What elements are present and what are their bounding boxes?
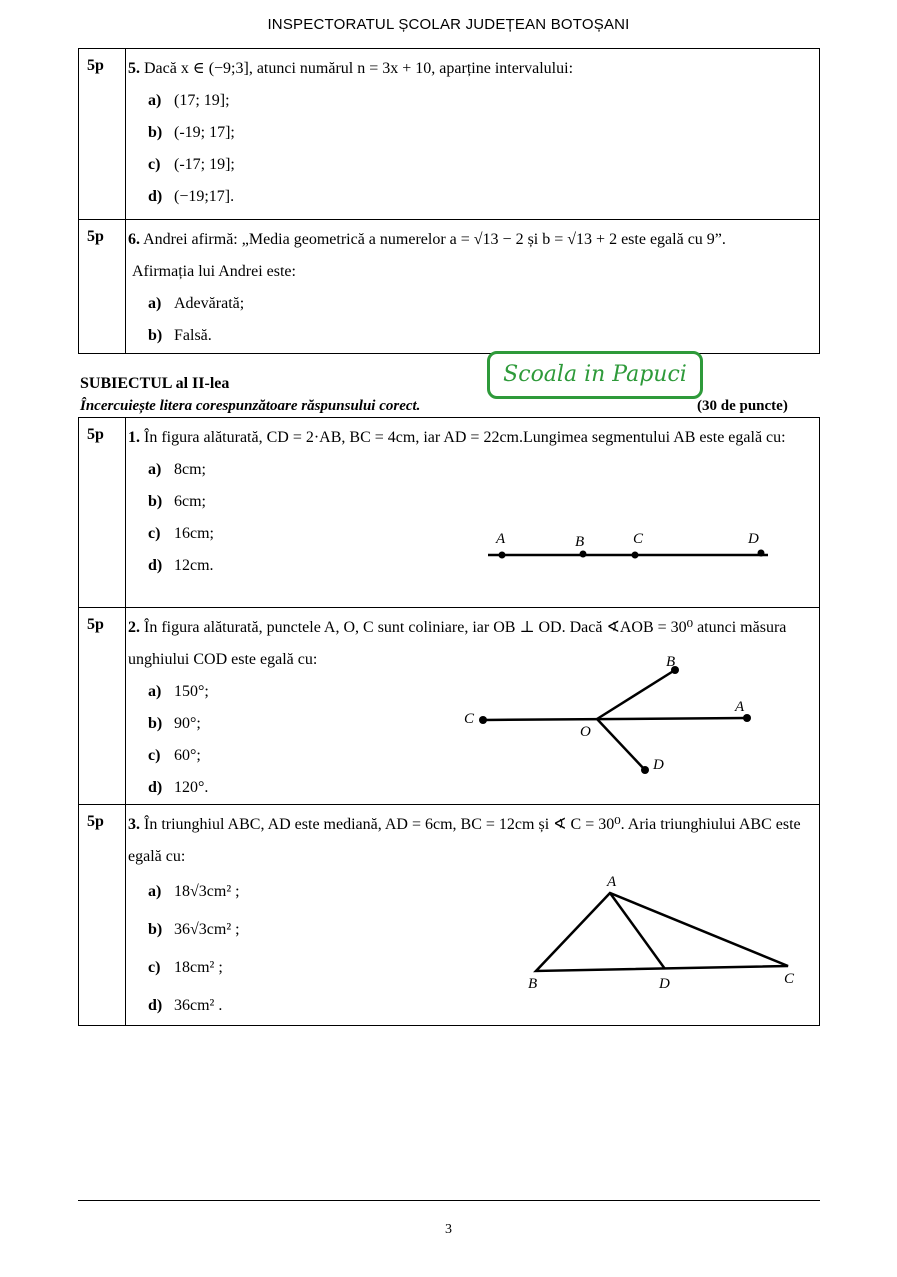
label-o: O <box>580 724 591 740</box>
question-number: 6. <box>128 231 140 248</box>
label-d: D <box>659 976 670 992</box>
question-6 <box>126 220 820 354</box>
point-a <box>499 552 506 559</box>
figure-triangle-abc <box>520 870 810 995</box>
section-points: (30 de puncte) <box>697 398 788 414</box>
question-text: Andrei afirmă: „Media geometrică a numerelor a = √13 − 2 și b = √13 + 2 este egală cu 9”. <box>143 231 726 248</box>
question-stem <box>126 418 819 454</box>
page-number: 3 <box>445 1222 452 1237</box>
figure-angles-o <box>455 650 765 780</box>
point-c <box>632 552 639 559</box>
question-points: 5p <box>79 805 126 1026</box>
ray-od <box>597 719 645 770</box>
label-a: A <box>607 874 617 890</box>
option-a[interactable]: a) (17; 19]; <box>148 92 230 109</box>
question-5 <box>126 49 820 220</box>
question-number: 5. <box>128 60 140 77</box>
option-b[interactable]: b) 36√3cm² ; <box>148 921 240 938</box>
section-instruction: Încercuiește litera corespunzătoare răspunsului corect. <box>80 398 421 414</box>
line-ca <box>483 718 747 720</box>
point-b <box>580 551 587 558</box>
page-header: INSPECTORATUL ȘCOLAR JUDEȚEAN BOTOȘANI <box>267 16 630 33</box>
option-c[interactable]: c) 60°; <box>148 747 201 764</box>
option-d[interactable]: d) 36cm² . <box>148 997 223 1014</box>
watermark-stamp: Scoala in Papuci <box>487 351 703 399</box>
option-b[interactable]: b) Falsă. <box>148 327 212 344</box>
question-number: 3. <box>128 816 140 833</box>
option-c[interactable]: c) 16cm; <box>148 525 214 542</box>
label-b: B <box>666 654 676 670</box>
question-text: În figura alăturată, punctele A, O, C sunt coliniare, iar OB ⊥ OD. Dacă ∢AOB = 30⁰ atunci măsura unghiului COD este egală cu: <box>128 619 787 668</box>
option-a[interactable]: a) 150°; <box>148 683 209 700</box>
option-c[interactable]: c) (-17; 19]; <box>148 156 235 173</box>
label-d: D <box>653 757 664 773</box>
question-points: 5p <box>79 49 126 220</box>
label-d: D <box>748 531 759 547</box>
label-c: C <box>784 971 795 987</box>
triangle-abc <box>536 893 788 971</box>
footer-divider <box>78 1200 820 1201</box>
question-stem <box>126 805 819 873</box>
point-d <box>758 550 765 557</box>
label-c: C <box>633 531 644 547</box>
option-a[interactable]: a) 18√3cm² ; <box>148 883 240 900</box>
question-text: Dacă x ∈ (−9;3], atunci numărul n = 3x + 10, aparține intervalului: <box>144 60 574 77</box>
option-b[interactable]: b) (-19; 17]; <box>148 124 235 141</box>
label-c: C <box>464 711 475 727</box>
question-number: 1. <box>128 429 140 446</box>
option-d[interactable]: d) 120°. <box>148 779 209 796</box>
label-b: B <box>528 976 538 992</box>
question-points: 5p <box>79 608 126 805</box>
question-stem <box>126 220 819 256</box>
point-c <box>479 716 487 724</box>
question-number: 2. <box>128 619 140 636</box>
label-a: A <box>496 531 506 547</box>
option-d[interactable]: d) 12cm. <box>148 557 214 574</box>
option-a[interactable]: a) 8cm; <box>148 461 206 478</box>
questions-table-part1 <box>78 48 820 354</box>
question-stem <box>126 49 819 85</box>
ray-ob <box>597 670 675 719</box>
question-ii-1 <box>126 418 820 608</box>
question-points: 5p <box>79 220 126 354</box>
section-title: SUBIECTUL al II-lea <box>80 375 230 392</box>
question-text: În figura alăturată, CD = 2·AB, BC = 4cm, iar AD = 22cm.Lungimea segmentului AB este egală cu: <box>144 429 786 446</box>
label-a: A <box>735 699 745 715</box>
option-a[interactable]: a) Adevărată; <box>148 295 245 312</box>
label-b: B <box>575 534 585 550</box>
option-b[interactable]: b) 6cm; <box>148 493 206 510</box>
question-text: În triunghiul ABC, AD este mediană, AD = 6cm, BC = 12cm și ∢ C = 30⁰. Aria triunghiului ABC este egală cu: <box>128 816 801 865</box>
point-a <box>743 714 751 722</box>
question-points: 5p <box>79 418 126 608</box>
option-d[interactable]: d) (−19;17]. <box>148 188 235 205</box>
option-b[interactable]: b) 90°; <box>148 715 201 732</box>
option-c[interactable]: c) 18cm² ; <box>148 959 223 976</box>
figure-segment-abcd <box>480 525 780 570</box>
question-substem: Afirmația lui Andrei este: <box>132 263 296 280</box>
point-d <box>641 766 649 774</box>
